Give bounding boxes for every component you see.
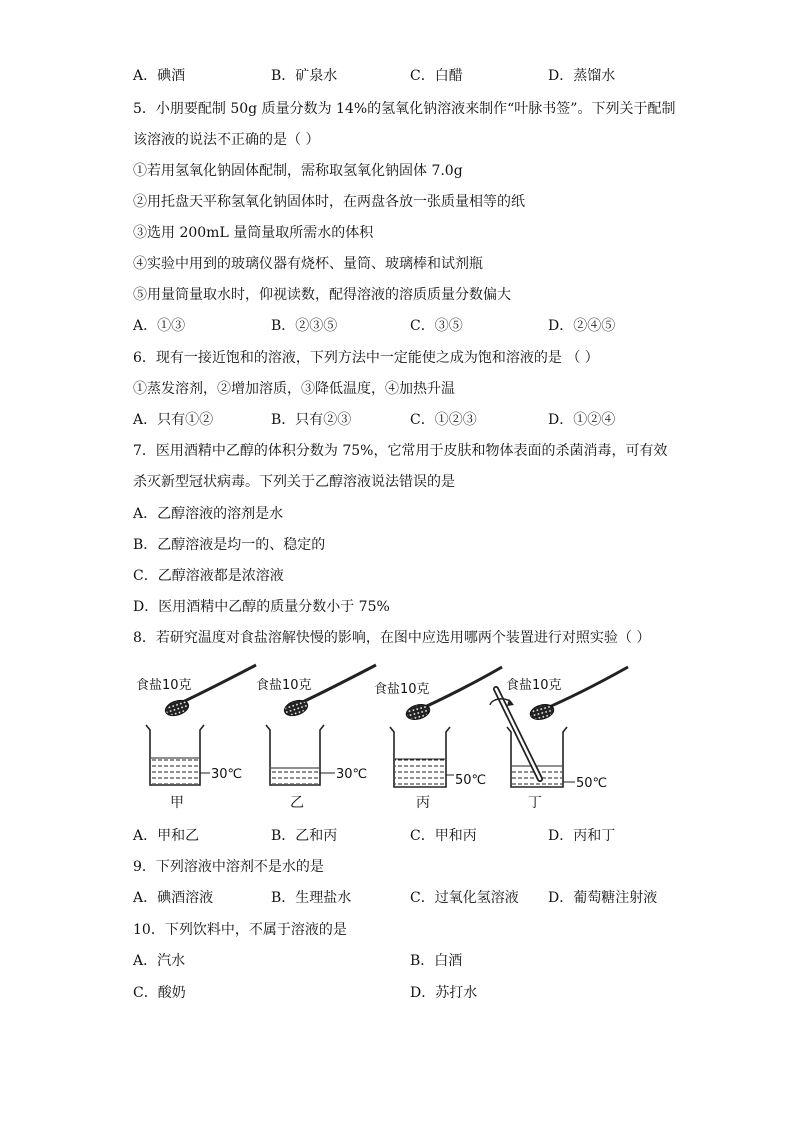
q8-option-b[interactable]: B．乙和丙 [271,828,338,844]
q5-statement-4: ④实验中用到的玻璃仪器有烧杯、量筒、玻璃棒和试剂瓶 [133,256,483,272]
q4-option-a[interactable]: A．碘酒 [133,68,186,84]
q8-stem: 8．若研究温度对食盐溶解快慢的影响，在图中应选用哪两个装置进行对照实验（ ） [133,630,651,646]
q5-option-a[interactable]: A．①③ [133,318,186,334]
q5-statement-3: ③选用 200mL 量筒量取所需水的体积 [133,225,374,241]
beaker-yi [256,665,376,811]
beaker-name-jia: 甲 [170,795,184,811]
q10-stem: 10．下列饮料中，不属于溶液的是 [133,922,347,938]
q6-stem: 6．现有一接近饱和的溶液，下列方法中一定能使之成为饱和溶液的是 （ ） [133,350,599,366]
q7-option-c[interactable]: C．乙醇溶液都是浓溶液 [133,568,284,584]
q8-option-a[interactable]: A．甲和乙 [133,828,200,844]
q7-stem-line2: 杀灭新型冠状病毒。下列关于乙醇溶液说法错误的是 [133,474,455,490]
q5-statement-2: ②用托盘天平称氢氧化钠固体时，在两盘各放一张质量相等的纸 [133,194,525,210]
salt-label-yi: 食盐10克 [256,678,312,693]
q7-option-a[interactable]: A．乙醇溶液的溶剂是水 [133,506,284,522]
q5-option-c[interactable]: C．③⑤ [410,318,463,334]
liquid-jia [151,758,199,784]
q5-stem-line2: 该溶液的说法不正确的是（ ） [133,132,320,148]
q5-statement-5: ⑤用量筒量取水时，仰视读数，配得溶液的溶质质量分数偏大 [133,287,511,303]
q9-option-d[interactable]: D．葡萄糖注射液 [548,890,658,906]
q5-stem-line1: 5．小朋要配制 50g 质量分数为 14%的氢氧化钠溶液来制作“叶脉书签”。下列关于配制 [133,101,676,117]
q9-option-a[interactable]: A．碘酒溶液 [133,890,214,906]
beaker-jia [136,665,256,811]
beaker-name-bing: 丙 [416,795,430,811]
q4-option-c[interactable]: C．白醋 [410,68,463,84]
q6-option-d[interactable]: D．①②④ [548,412,616,428]
salt-label-bing: 食盐10克 [374,682,430,697]
beaker-bing [374,667,502,811]
temp-label-jia: 30℃ [211,767,243,782]
q7-option-b[interactable]: B．乙醇溶液是均一的、稳定的 [133,537,326,553]
q4-option-d[interactable]: D．蒸馏水 [548,68,616,84]
q5-option-d[interactable]: D．②④⑤ [548,318,616,334]
beaker-experiment-figure [128,655,648,815]
q8-option-d[interactable]: D．丙和丁 [548,828,616,844]
liquid-bing [395,759,445,786]
beaker-name-yi: 乙 [290,795,304,811]
salt-label-ding: 食盐10克 [506,678,562,693]
q9-stem: 9．下列溶液中溶剂不是水的是 [133,859,324,875]
q10-option-c[interactable]: C．酸奶 [133,985,186,1001]
q5-option-b[interactable]: B．②③⑤ [271,318,338,334]
q10-option-b[interactable]: B．白酒 [410,953,463,969]
liquid-yi [271,768,319,784]
q6-option-a[interactable]: A．只有①② [133,412,214,428]
q6-option-b[interactable]: B．只有②③ [271,412,352,428]
q7-stem-line1: 7．医用酒精中乙醇的体积分数为 75%，它常用于皮肤和物体表面的杀菌消毒，可有效 [133,443,668,459]
salt-label-jia: 食盐10克 [136,678,192,693]
beaker-ding [490,667,628,811]
q9-option-b[interactable]: B．生理盐水 [271,890,352,906]
temp-label-yi: 30℃ [336,767,368,782]
q7-option-d[interactable]: D．医用酒精中乙醇的质量分数小于 75% [133,599,390,615]
q6-option-c[interactable]: C．①②③ [410,412,477,428]
q10-option-a[interactable]: A．汽水 [133,953,186,969]
beaker-name-ding: 丁 [528,795,542,811]
q6-methods: ①蒸发溶剂，②增加溶质，③降低温度，④加热升温 [133,381,455,397]
temp-label-ding: 50℃ [576,776,608,791]
temp-label-bing: 50℃ [455,773,487,788]
q9-option-c[interactable]: C．过氧化氢溶液 [410,890,519,906]
q5-statement-1: ①若用氢氧化钠固体配制，需称取氢氧化钠固体 7.0g [133,163,463,179]
q10-option-d[interactable]: D．苏打水 [410,985,478,1001]
q4-option-b[interactable]: B．矿泉水 [271,68,338,84]
q8-option-c[interactable]: C．甲和丙 [410,828,477,844]
